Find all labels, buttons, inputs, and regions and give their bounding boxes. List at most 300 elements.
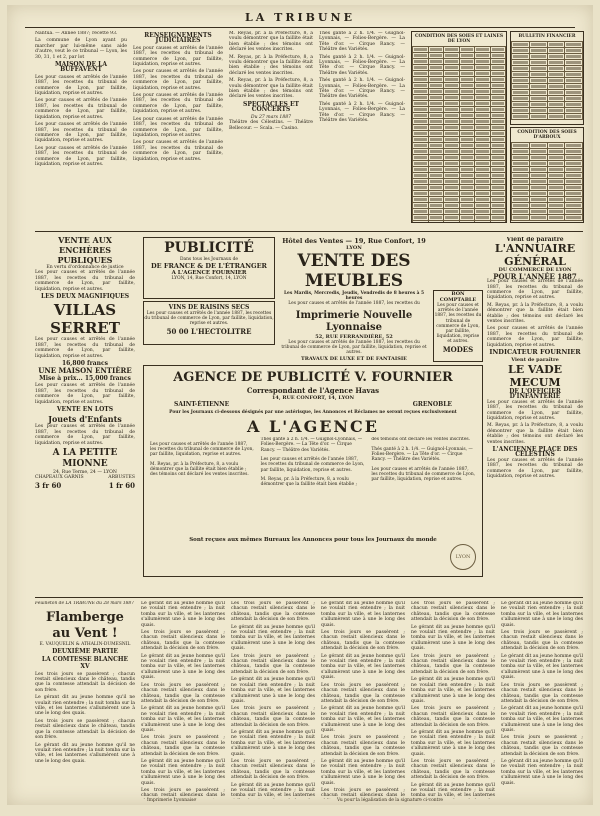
price-arbustes: 1 fr 60	[108, 480, 135, 490]
illegible-cell-text	[445, 144, 458, 147]
illegible-cell-text	[531, 79, 546, 82]
illegible-cell-text	[513, 144, 528, 147]
illegible-cell-text	[513, 186, 528, 189]
mionne-addr: 24, Rue Terme, 24 — LYON	[53, 469, 117, 475]
hotel-line: Hôtel des Ventes — 19, Rue Confort, 19	[282, 237, 426, 245]
illegible-cell-text	[461, 150, 474, 153]
illegible-cell-text	[476, 114, 489, 117]
journal-list: Thés ganté à 2 h. 1/4. — Guignol-Lyonnais, — Folies-Bergère. — La Tête d'or. — Cirque Rancy. — Théâtre des Variétés.	[371, 446, 473, 463]
table-cell	[547, 215, 565, 221]
illegible-cell-text	[414, 108, 427, 111]
illegible-cell-text	[445, 156, 458, 159]
fiction-column-2	[141, 601, 225, 799]
illegible-cell-text	[513, 204, 528, 207]
illegible-cell-text	[566, 186, 581, 189]
illegible-cell-text	[549, 216, 564, 219]
illegible-cell-text	[566, 210, 581, 213]
illegible-cell-text	[476, 192, 489, 195]
illegible-cell-text	[531, 49, 546, 52]
judicial-para: Les pour causes et arrêtés de l'année 1887, les recettes du tribunal de commerce de Lyon, par faillite, liquidation, reprise et autres.	[133, 69, 223, 91]
data-table	[511, 142, 583, 221]
illegible-cell-text	[531, 115, 546, 118]
col3-para: M. Reyas, pr. à la Préfecture, 8, a voulu démontrer que la faillite était bien établie ; des témoins ont déclaré les ventes inscrites.	[229, 78, 313, 100]
agence-ad	[143, 365, 483, 577]
illegible-cell-text	[414, 126, 427, 129]
illegible-cell-text	[414, 102, 427, 105]
illegible-cell-text	[476, 60, 489, 63]
publicite-addr: LYON, 14, Rue Confort, 14, LYON	[171, 276, 247, 282]
illegible-cell-text	[549, 85, 564, 88]
illegible-cell-text	[492, 210, 505, 213]
table-cell	[475, 221, 491, 224]
illegible-cell-text	[461, 60, 474, 63]
illegible-cell-text	[492, 222, 505, 223]
financial-table	[510, 31, 584, 125]
fiction-text: Le gérant dit au jeune homme qu'il ne voulait rien entendre ; la nuit tomba sur la ville, et les lanternes s'allumèrent une à une le long des quais.	[141, 601, 225, 628]
illegible-cell-text	[566, 67, 581, 70]
illegible-cell-text	[445, 48, 458, 51]
fiction-text: Le gérant dit au jeune homme qu'il ne voulait rien entendre ; la nuit tomba sur la ville, et les lanternes s'allumèrent une à une le long des quais.	[321, 758, 405, 786]
illegible-cell-text	[476, 186, 489, 189]
col4-para: Thés ganté à 2 h. 1/4. — Guignol-Lyonnais, — Folies-Bergère. — La Tête d'or. — Cirque Rancy. — Théâtre des Variétés.	[319, 31, 405, 53]
fiction-text: Le gérant dit au jeune homme qu'il ne voulait rien entendre ; la nuit tomba sur la ville, et les lanternes	[231, 782, 315, 799]
illegible-cell-text	[414, 210, 427, 213]
illegible-cell-text	[445, 54, 458, 57]
illegible-cell-text	[414, 162, 427, 165]
illegible-cell-text	[566, 198, 581, 201]
illegible-cell-text	[531, 85, 546, 88]
agence-footer: Sont reçues aux mêmes Bureaux les Annonces pour tous les Journaux du monde	[189, 537, 437, 544]
illegible-cell-text	[445, 150, 458, 153]
illegible-cell-text	[492, 114, 505, 117]
fiction-text: Les trois jours se passèrent ; chacun restait silencieux dans le château, tandis que la comtesse attendait la décision de son frère.	[501, 630, 583, 652]
illegible-cell-text	[513, 216, 528, 219]
data-table	[412, 46, 506, 223]
illegible-cell-text	[531, 73, 546, 76]
illegible-cell-text	[492, 60, 505, 63]
vade-title: LE VADE MECUM	[507, 362, 563, 389]
illegible-cell-text	[445, 60, 458, 63]
illegible-cell-text	[513, 67, 528, 70]
separator-rule	[35, 231, 583, 232]
illegible-cell-text	[492, 168, 505, 171]
illegible-cell-text	[414, 120, 427, 123]
left-ads-column	[35, 235, 135, 595]
footer-right: Vu pour la légalisation de la signature ci-contre	[337, 798, 444, 803]
illegible-cell-text	[445, 192, 458, 195]
illegible-cell-text	[549, 109, 564, 112]
illegible-cell-text	[492, 162, 505, 165]
illegible-cell-text	[461, 114, 474, 117]
col1-filler: Les pour causes et arrêtés de l'année 1887, les recettes du tribunal de commerce de Lyon, par faillite, liquidation, reprise et autres.	[35, 145, 127, 167]
agence-banner: A L'AGENCE	[247, 417, 379, 437]
illegible-cell-text	[531, 97, 546, 100]
illegible-cell-text	[566, 55, 581, 58]
fiction-column-3	[231, 601, 315, 799]
illegible-cell-text	[414, 114, 427, 117]
illegible-cell-text	[445, 204, 458, 207]
illegible-cell-text	[566, 109, 581, 112]
illegible-cell-text	[430, 210, 443, 213]
illegible-cell-text	[492, 126, 505, 129]
agence-sub: Correspondant de l'Agence Havas	[246, 386, 380, 395]
illegible-cell-text	[445, 84, 458, 87]
illegible-cell-text	[549, 91, 564, 94]
illegible-cell-text	[476, 48, 489, 51]
illegible-cell-text	[566, 168, 581, 171]
illegible-cell-text	[461, 102, 474, 105]
vins-title: VINS DE RAISINS SECS	[168, 304, 250, 311]
fiction-column-4	[321, 601, 405, 799]
illegible-cell-text	[414, 72, 427, 75]
publicite-agent: A L'AGENCE FOURNIER	[171, 270, 247, 277]
annuaire-text: M. Reyas, pr. à la Préfecture, 8, a voulu démontrer que la faillite était bien établie ; des témoins ont déclaré les ventes inscrites.	[487, 302, 583, 325]
illegible-cell-text	[430, 222, 443, 223]
illegible-cell-text	[430, 138, 443, 141]
illegible-cell-text	[476, 72, 489, 75]
illegible-cell-text	[461, 186, 474, 189]
illegible-cell-text	[513, 174, 528, 177]
illegible-cell-text	[531, 55, 546, 58]
table-cell	[512, 114, 530, 120]
illegible-cell-text	[414, 216, 427, 219]
illegible-cell-text	[531, 61, 546, 64]
annuaire-text: Les pour causes et arrêtés de l'année 1887, les recettes du tribunal de commerce de Lyon, par faillite, liquidation, reprise et autres.	[487, 326, 583, 348]
illegible-cell-text	[414, 66, 427, 69]
fiction-text: Le gérant dit au jeune homme qu'il ne voulait rien entendre ; la nuit tomba sur la ville, et les lanternes s'allumèrent une à une le long des quais.	[231, 729, 315, 757]
illegible-cell-text	[414, 132, 427, 135]
illegible-cell-text	[430, 114, 443, 117]
imprimerie-title: Imprimerie Nouvelle Lyonnaise	[295, 310, 413, 333]
illegible-cell-text	[414, 180, 427, 183]
illegible-cell-text	[492, 144, 505, 147]
illegible-cell-text	[566, 61, 581, 64]
illegible-cell-text	[445, 132, 458, 135]
illegible-cell-text	[461, 120, 474, 123]
illegible-cell-text	[531, 186, 546, 189]
illegible-cell-text	[549, 55, 564, 58]
illegible-cell-text	[492, 204, 505, 207]
illegible-cell-text	[476, 78, 489, 81]
fiction-text: Les trois jours se passèrent ; chacun restait silencieux dans le château, tandis que la comtesse attendait la décision de son frère.	[411, 601, 495, 623]
ventes-text: Les pour causes et arrêtés de l'année 1887, les recettes du	[288, 301, 420, 307]
illegible-cell-text	[492, 108, 505, 111]
illegible-cell-text	[461, 180, 474, 183]
bon-title: BON COMPTABLE	[439, 291, 477, 303]
illegible-cell-text	[445, 138, 458, 141]
illegible-cell-text	[549, 103, 564, 106]
illegible-cell-text	[445, 126, 458, 129]
illegible-cell-text	[492, 150, 505, 153]
illegible-cell-text	[445, 180, 458, 183]
fiction-text: Les trois jours se passèrent ; chacun restait silencieux dans le château, tandis que la comtesse attendait la décision de son frère.	[231, 601, 315, 623]
illegible-cell-text	[461, 162, 474, 165]
illegible-cell-text	[476, 66, 489, 69]
fiction-text: Le gérant dit au jeune homme qu'il ne voulait rien entendre ; la nuit tomba sur la ville, et les lanternes s'allumèrent une à une le long des quais.	[321, 706, 405, 733]
feuilleton-text: Le gérant dit au jeune homme qu'il ne voulait rien entendre ; la nuit tomba sur la ville, et les lanternes s'allumèrent une à une le long des quais.	[35, 742, 135, 764]
annuaire-year: POUR L'ANNÉE 1887	[493, 271, 577, 281]
illegible-cell-text	[549, 192, 564, 195]
illegible-cell-text	[461, 66, 474, 69]
illegible-cell-text	[414, 84, 427, 87]
illegible-cell-text	[414, 60, 427, 63]
table-cell	[565, 114, 583, 120]
agence-cities	[144, 401, 482, 408]
fiction-column-5	[411, 601, 495, 799]
illegible-cell-text	[566, 85, 581, 88]
illegible-cell-text	[513, 198, 528, 201]
illegible-cell-text	[445, 198, 458, 201]
illegible-cell-text	[513, 91, 528, 94]
illegible-cell-text	[549, 115, 564, 118]
illegible-cell-text	[492, 186, 505, 189]
annuaire-text: Les pour causes et arrêtés de l'année 1887, les recettes du tribunal de commerce de Lyon, par faillite, liquidation, reprise et autres.	[487, 279, 583, 301]
journal-list: M. Reyas, pr. à la Préfecture, 8, a voulu démontrer que la faillite était bien établie ; des témoins ont déclaré les ventes inscrites.	[260, 437, 471, 488]
publicite-region: DE FRANCE & DE L'ÉTRANGER	[151, 262, 267, 271]
ad-text: Les pour causes et arrêtés de l'année 1887, les recettes du tribunal de commerce de Lyon, par faillite, liquidation, reprise et autres.	[35, 337, 135, 359]
auction-sub: En vertu d'ordonnance de justice	[46, 265, 124, 270]
illegible-cell-text	[476, 138, 489, 141]
chapeaux-label: CHAPEAUX GARNIS	[35, 475, 84, 481]
feuilleton-subtitle: LA COMTESSE BLANCHE	[41, 655, 129, 663]
illegible-cell-text	[430, 132, 443, 135]
illegible-cell-text	[430, 144, 443, 147]
illegible-cell-text	[513, 43, 528, 46]
illegible-cell-text	[430, 54, 443, 57]
bon-text: Les pour causes et arrêtés de l'année 1887, les recettes du tribunal de commerce de Lyon, par faillite, liquidation, reprise et autres.	[434, 303, 482, 345]
fiction-text: Les trois jours se passèrent ; chacun restait silencieux dans le château, tandis que la comtesse attendait la décision de son frère.	[231, 653, 315, 675]
illegible-cell-text	[566, 150, 581, 153]
illegible-cell-text	[430, 60, 443, 63]
illegible-cell-text	[461, 222, 474, 223]
villa-title: VILLAS SERRET	[50, 301, 120, 338]
mionne-title: A LA PETITE MIONNE	[52, 447, 118, 469]
villa-price: 16,800 francs	[61, 360, 109, 368]
illegible-cell-text	[549, 204, 564, 207]
illegible-cell-text	[414, 54, 427, 57]
fiction-text: Le gérant dit au jeune homme qu'il ne voulait rien entendre ; la nuit tomba sur la ville, et les lanternes s'allumèrent une à une le long des quais.	[141, 758, 225, 786]
illegible-cell-text	[549, 156, 564, 159]
vade-text: M. Reyas, pr. à la Préfecture, 8, a voulu démontrer que la faillite était bien établie ; des témoins ont déclaré les ventes inscrites.	[487, 423, 583, 445]
illegible-cell-text	[445, 114, 458, 117]
illegible-cell-text	[531, 180, 546, 183]
illegible-cell-text	[461, 108, 474, 111]
feuilleton-text: Les trois jours se passèrent ; chacun restait silencieux dans le château, tandis que la comtesse attendait la décision de son frère.	[35, 671, 135, 693]
fiction-text: Le gérant dit au jeune homme qu'il ne voulait rien entendre ; la nuit tomba sur la ville, et les lanternes s'allumèrent une à une le long des quais.	[231, 677, 315, 704]
fiction-text: Les trois jours se passèrent ; chacun restait silencieux dans le château, tandis que la comtesse attendait la décision de son frère.	[501, 735, 583, 757]
illegible-cell-text	[513, 150, 528, 153]
illegible-cell-text	[461, 204, 474, 207]
illegible-cell-text	[492, 192, 505, 195]
illegible-cell-text	[492, 138, 505, 141]
illegible-cell-text	[531, 150, 546, 153]
illegible-cell-text	[445, 66, 458, 69]
illegible-cell-text	[566, 180, 581, 183]
illegible-cell-text	[445, 78, 458, 81]
illegible-cell-text	[549, 73, 564, 76]
agence-stamp: LYON	[450, 544, 476, 570]
illegible-cell-text	[414, 144, 427, 147]
illegible-cell-text	[531, 43, 546, 46]
illegible-cell-text	[513, 109, 528, 112]
illegible-cell-text	[531, 91, 546, 94]
modes-title: MODES	[442, 344, 474, 354]
illegible-cell-text	[476, 198, 489, 201]
illegible-cell-text	[414, 204, 427, 207]
illegible-cell-text	[414, 198, 427, 201]
celestins-title: L'ANCIENNE PLACE DES CÉLESTINS	[492, 445, 578, 459]
illegible-cell-text	[461, 90, 474, 93]
illegible-cell-text	[414, 156, 427, 159]
illegible-cell-text	[461, 54, 474, 57]
illegible-cell-text	[531, 144, 546, 147]
vins-price: 50 00 L'HECTOLITRE	[166, 326, 252, 336]
fiction-text: Les trois jours se passèrent ; chacun restait silencieux dans le château, tandis que la comtesse attendait la décision de son frère.	[411, 758, 495, 781]
column-1	[35, 31, 127, 231]
illegible-cell-text	[461, 126, 474, 129]
fiction-text: Les trois jours se passèrent ; chacun restait silencieux dans le	[141, 788, 225, 799]
fiction-text: Le gérant dit au jeune homme qu'il ne voulait rien entendre ; la nuit tomba sur la ville, et les lanternes s'allumèrent une à une le long des quais.	[141, 653, 225, 681]
illegible-cell-text	[513, 168, 528, 171]
illegible-cell-text	[566, 115, 581, 118]
illegible-cell-text	[513, 49, 528, 52]
illegible-cell-text	[461, 138, 474, 141]
illegible-cell-text	[430, 168, 443, 171]
table-cell	[490, 221, 506, 224]
illegible-cell-text	[445, 222, 458, 223]
illegible-cell-text	[414, 222, 427, 223]
fiction-text: Les trois jours se passèrent ; chacun restait silencieux dans le château, tandis que la comtesse attendait la décision de son frère.	[231, 758, 315, 781]
illegible-cell-text	[566, 204, 581, 207]
illegible-cell-text	[549, 162, 564, 165]
judicial-title: RENSEIGNEMENTS JUDICIAIRES	[144, 32, 212, 45]
illegible-cell-text	[549, 180, 564, 183]
illegible-cell-text	[414, 138, 427, 141]
illegible-cell-text	[531, 204, 546, 207]
illegible-cell-text	[531, 156, 546, 159]
masthead-rule	[25, 27, 575, 28]
illegible-cell-text	[513, 73, 528, 76]
fiction-text: Le gérant dit au jeune homme qu'il ne voulait rien entendre ; la nuit tomba sur la ville, et les lanternes s'allumèrent une à une le long des quais.	[321, 653, 405, 681]
illegible-cell-text	[430, 204, 443, 207]
illegible-cell-text	[492, 156, 505, 159]
right-city: GRENOBLE	[412, 401, 452, 408]
fiction-text: Le gérant dit au jeune homme qu'il ne voulait rien entendre ; la nuit tomba sur la ville, et les lanternes s'allumèrent une à une le long des quais.	[141, 706, 225, 733]
illegible-cell-text	[430, 120, 443, 123]
ventes-days: Les Mardis, Mercredis, Jeudis, Vendredis de 8 heures à 5 heures	[283, 291, 425, 302]
illegible-cell-text	[461, 84, 474, 87]
illegible-cell-text	[513, 103, 528, 106]
illegible-cell-text	[531, 192, 546, 195]
illegible-cell-text	[476, 174, 489, 177]
separator-rule	[35, 597, 583, 598]
auction-title: VENTE AUX ENCHÈRES PUBLIQUES	[57, 235, 113, 265]
price-chapeaux: 3 fr 60	[35, 480, 62, 490]
fiction-text: Le gérant dit au jeune homme qu'il ne voulait rien entendre ; la nuit tomba sur la ville, et les lanternes s'allumèrent une à une le long des quais.	[411, 729, 495, 757]
col4-para: Thés ganté à 2 h. 1/4. — Guignol-Lyonnais, — Folies-Bergère. — La Tête d'or. — Cirque Rancy. — Théâtre des Variétés.	[319, 78, 405, 100]
fiction-text: Le gérant dit au jeune homme qu'il ne voulait rien entendre ; la nuit tomba sur la ville, et les lanternes s'allumèrent une à une le long des quais.	[501, 601, 583, 628]
illegible-cell-text	[513, 79, 528, 82]
villa-intro: LES DEUX MAGNIFIQUES	[40, 293, 130, 301]
illegible-cell-text	[476, 162, 489, 165]
illegible-cell-text	[492, 102, 505, 105]
illegible-cell-text	[430, 66, 443, 69]
illegible-cell-text	[492, 54, 505, 57]
illegible-cell-text	[476, 222, 489, 223]
feuilleton-header: Feuilleton de LA TRIBUNE du 28 mars 1887	[35, 601, 135, 606]
illegible-cell-text	[461, 48, 474, 51]
illegible-cell-text	[445, 120, 458, 123]
ventes-meubles-ad	[279, 237, 429, 307]
table-title: BULLETIN FINANCIER	[518, 34, 576, 39]
newspaper-page	[7, 5, 593, 805]
judicial-para: Les pour causes et arrêtés de l'année 1887, les recettes du tribunal de commerce de Lyon, par faillite, liquidation, reprise et autres.	[133, 140, 223, 162]
illegible-cell-text	[566, 103, 581, 106]
illegible-cell-text	[445, 210, 458, 213]
journal-list: Thés ganté à 2 h. 1/4. — Guignol-Lyonnais, — Folies-Bergère. — La Tête d'or. — Cirque Rancy. — Théâtre des Variétés.	[260, 437, 363, 453]
illegible-cell-text	[492, 48, 505, 51]
agence-addr: 14, RUE CONFORT, 14, LYON	[271, 395, 355, 401]
illegible-cell-text	[430, 96, 443, 99]
illegible-cell-text	[513, 97, 528, 100]
judicial-para: Les pour causes et arrêtés de l'année 1887, les recettes du tribunal de commerce de Lyon, par faillite, liquidation, reprise et autres.	[133, 45, 223, 68]
illegible-cell-text	[445, 162, 458, 165]
col3-para: M. Reyas, pr. à la Préfecture, 8, a voulu démontrer que la faillite était bien établie ; des témoins ont déclaré les ventes inscrites.	[229, 31, 313, 53]
fiction-text: Les trois jours se passèrent ; chacun restait silencieux dans le château, tandis que la comtesse attendait la décision de son frère.	[411, 706, 495, 728]
illegible-cell-text	[549, 79, 564, 82]
illegible-cell-text	[445, 90, 458, 93]
illegible-cell-text	[566, 144, 581, 147]
judicial-para: Les pour causes et arrêtés de l'année 1887, les recettes du tribunal de commerce de Lyon, par faillite, liquidation, reprise et autres.	[133, 116, 223, 138]
annuaire-title: L'ANNUAIRE GÉNÉRAL	[494, 242, 576, 269]
illegible-cell-text	[531, 162, 546, 165]
imprimerie-travaux: TRAVAUX DE LUXE ET DE FANTAISIE	[301, 355, 407, 360]
illegible-cell-text	[430, 156, 443, 159]
data-table	[511, 41, 583, 120]
col4-para: Thés ganté à 2 h. 1/4. — Guignol-Lyonnais, — Folies-Bergère. — La Tête d'or. — Cirque Rancy. — Théâtre des Variétés.	[319, 54, 405, 76]
illegible-cell-text	[461, 96, 474, 99]
fiction-text: Le gérant dit au jeune homme qu'il ne voulait rien entendre ; la nuit tomba sur la ville, et les lanternes s'allumèrent une à une le long des quais.	[411, 624, 495, 652]
imprimerie-addr: 52, RUE FERRANDIÈRE, 52	[315, 334, 393, 340]
fiction-text: Le gérant dit au jeune homme qu'il ne voulait rien entendre ; la nuit tomba sur la ville, et les lanternes s'allumèrent une à une le long des quais.	[501, 758, 583, 786]
col4-para: Thés ganté à 2 h. 1/4. — Guignol-Lyonnais, — Folies-Bergère. — La Tête d'or. — Cirque Rancy. — Théâtre des Variétés.	[319, 101, 405, 124]
masthead: LA TRIBUNE	[245, 11, 355, 24]
illegible-cell-text	[430, 102, 443, 105]
illegible-cell-text	[430, 126, 443, 129]
illegible-cell-text	[566, 73, 581, 76]
illegible-cell-text	[430, 162, 443, 165]
column-1-line: La commune de Lyon ayant pu marcher par lui-même sans aide d'autre, veut le ce tribunal — Lyon, les 30, 31, 1 et 2, par lot	[35, 38, 127, 60]
illegible-cell-text	[414, 150, 427, 153]
fiction-text: Les trois jours se passèrent ; chacun restait silencieux dans le château, tandis que la comtesse attendait la décision de son frère.	[321, 735, 405, 757]
illegible-cell-text	[492, 216, 505, 219]
illegible-cell-text	[549, 49, 564, 52]
celestins-text: Les pour causes et arrêtés de l'année 1887, les recettes du tribunal de commerce de Lyon, par faillite, liquidation, reprise et autres.	[487, 457, 583, 479]
illegible-cell-text	[566, 156, 581, 159]
illegible-cell-text	[492, 174, 505, 177]
illegible-cell-text	[430, 216, 443, 219]
right-ads-column	[487, 237, 583, 595]
publicite-ad	[143, 237, 275, 299]
table-cell	[459, 221, 475, 224]
jouets-title: Jouets d'Enfants	[48, 414, 122, 425]
illegible-cell-text	[445, 108, 458, 111]
fiction-text: Les trois jours se passèrent ; chacun restait silencieux dans le	[321, 788, 405, 799]
table-cell	[512, 215, 530, 221]
illegible-cell-text	[549, 174, 564, 177]
illegible-cell-text	[513, 180, 528, 183]
table-cell	[565, 215, 583, 221]
